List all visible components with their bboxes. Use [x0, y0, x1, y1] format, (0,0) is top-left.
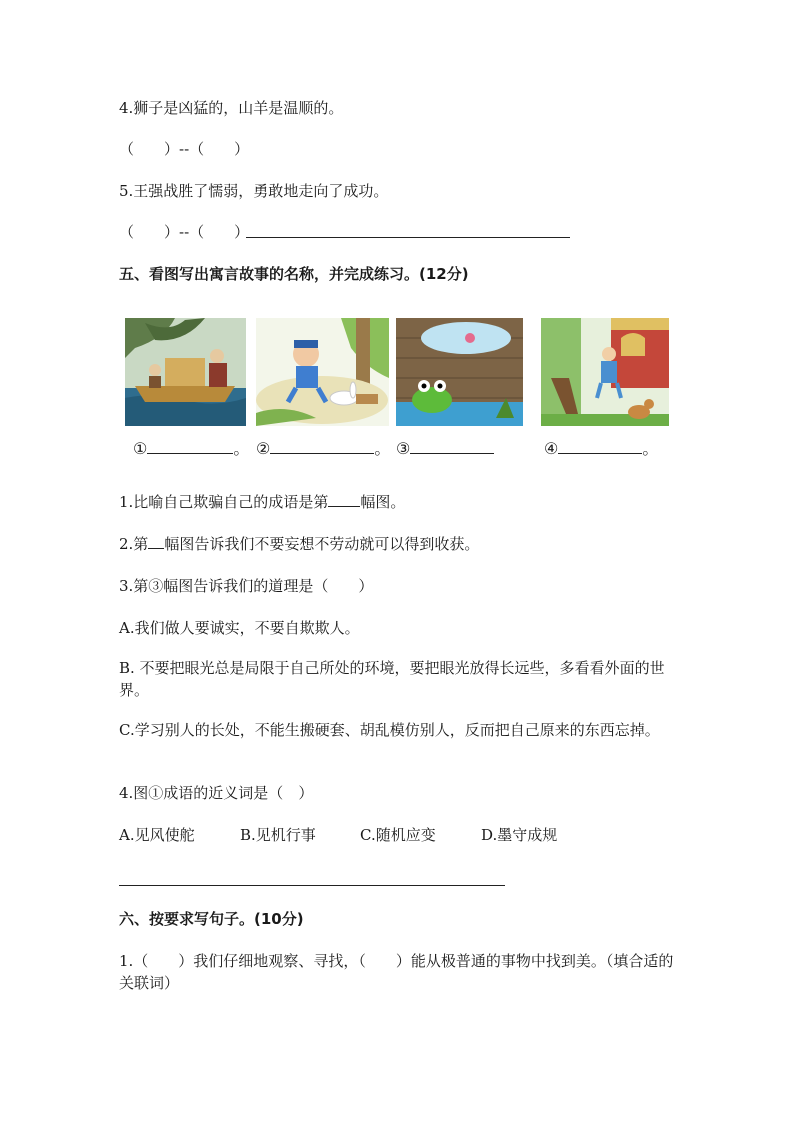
question-4-answer: （ ）--（ ） — [119, 140, 250, 158]
caption-2-blank — [270, 439, 374, 454]
s5-option-a: A.我们做人要诚实，不要自欺欺人。 — [119, 619, 360, 637]
rabbit-stump-picture — [256, 318, 389, 426]
frog-well-picture — [396, 318, 523, 426]
s6-question-1: 1.（ ）我们仔细地观察、寻找，（ ）能从极普通的事物中找到美。（填合适的关联词） — [119, 952, 674, 992]
answer-rule — [119, 885, 505, 886]
question-5-answer-rule — [246, 237, 570, 238]
question-5-answer: （ ）--（ ） — [119, 223, 250, 241]
boat-picture — [125, 318, 246, 426]
bell-ears-picture — [541, 318, 669, 426]
caption-2: ② 。 — [256, 439, 391, 458]
section-6-heading: 六、按要求写句子。(10分) — [119, 910, 304, 928]
caption-4: ④ 。 — [544, 439, 659, 458]
choice-c: C.随机应变 — [360, 826, 436, 844]
s5-question-1: 1.比喻自己欺骗自己的成语是第 幅图。 — [119, 493, 406, 511]
choice-a: A.见风使舵 — [119, 826, 195, 844]
caption-1-blank — [147, 439, 233, 454]
s5-question-3: 3.第③幅图告诉我们的道理是（ ） — [119, 577, 374, 595]
choice-b: B.见机行事 — [240, 826, 316, 844]
s5-q1-blank — [328, 492, 360, 507]
s5-option-c: C.学习别人的长处，不能生搬硬套、胡乱模仿别人，反而把自己原来的东西忘掉。 — [119, 721, 660, 739]
question-5-text: 5.王强战胜了懦弱，勇敢地走向了成功。 — [119, 182, 389, 200]
caption-3: ③ — [396, 438, 494, 460]
s5-q2-blank — [148, 534, 164, 549]
section-5-heading: 五、看图写出寓言故事的名称，并完成练习。(12分) — [119, 265, 469, 283]
caption-1: ① 。 — [133, 439, 250, 458]
question-4-text: 4.狮子是凶猛的，山羊是温顺的。 — [119, 99, 344, 117]
s5-question-4: 4.图①成语的近义词是（ ） — [119, 784, 314, 802]
s5-question-2: 2.第 幅图告诉我们不要妄想不劳动就可以得到收获。 — [119, 535, 480, 553]
caption-3-blank — [410, 439, 494, 454]
caption-4-blank — [558, 439, 642, 454]
choice-d: D.墨守成规 — [481, 826, 558, 844]
s5-option-b: B. 不要把眼光总是局限于自己所处的环境，要把眼光放得长远些，多看看外面的世界。 — [119, 659, 665, 699]
